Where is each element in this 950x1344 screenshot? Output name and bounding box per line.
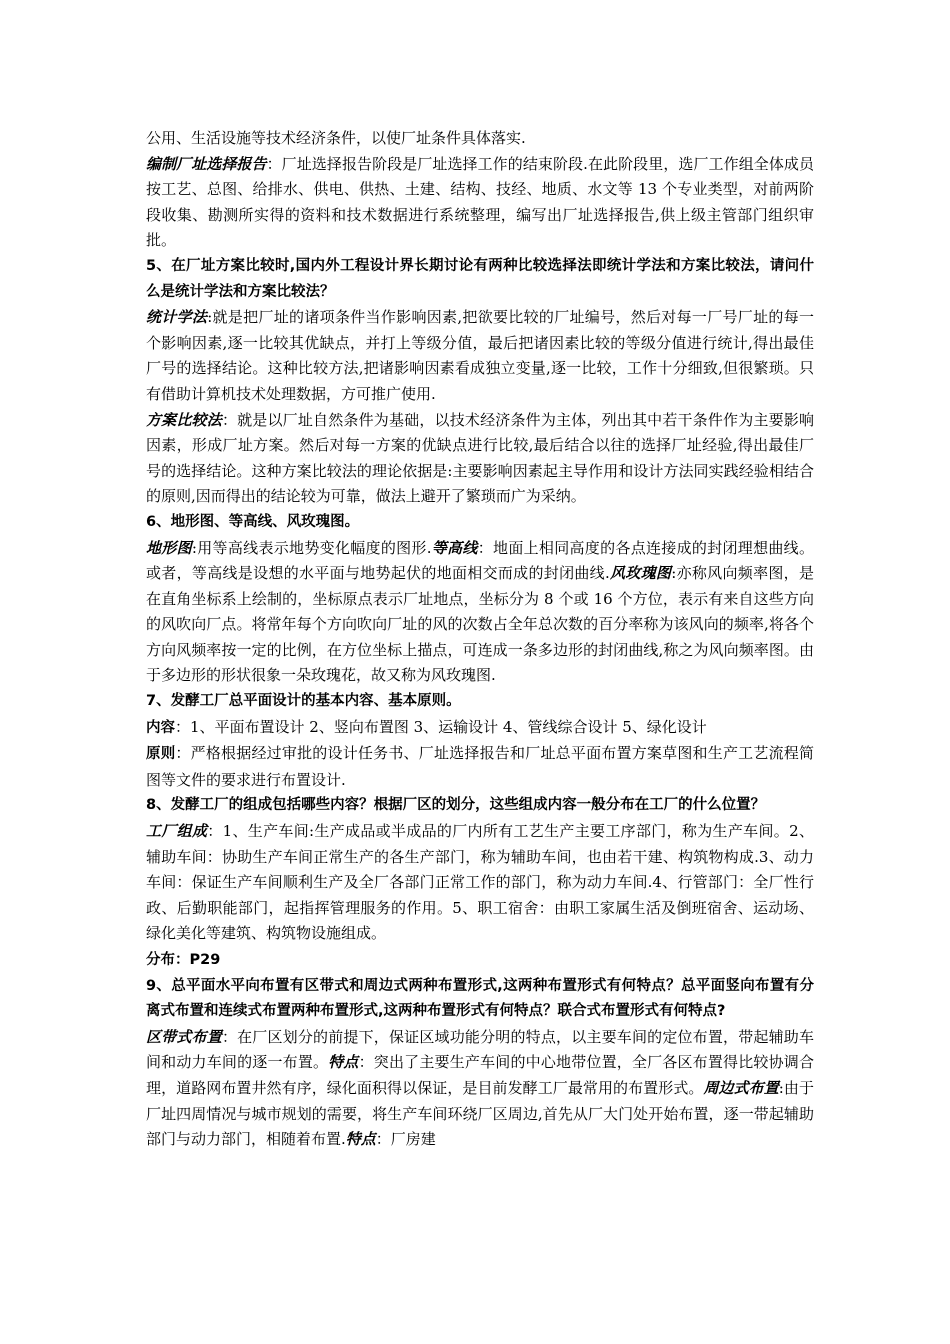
paragraph-content [146,715,814,742]
paragraph-site-report [146,152,814,254]
question-8: 8、发酵工厂的组成包括哪些内容？根据厂区的划分，这些组成内容一般分布在工厂的什么位置？ [146,797,766,814]
term-topographic-map: 地形图 [146,538,192,557]
term-site-report: 编制厂址选择报告 [146,154,267,173]
term-perimeter-layout: 周边式布置 [703,1078,779,1097]
paragraph-text: :用等高线表示地势变化幅度的图形. [191,538,432,557]
paragraph-factory-composition [146,819,814,947]
paragraph-distribution [146,947,814,974]
term-feature: 特点 [328,1053,359,1072]
paragraph-text: ：地面上相同高度的各点连接成的封闭理想曲线。或者，等高线是设想的水平面与地势起伏的地面相交而成的封闭曲线. [146,538,814,583]
label-content: 内容 [146,719,175,736]
paragraph-text: ：1、生产车间:生产成品或半成品的厂内所有工艺生产主要工序部门，称为生产车间。2、辅助车间：协助生产车间正常生产的各生产部门，称为辅助车间，也由若干建、构筑物构成.3、动力车间：保证生产车间顺利生产及全厂各部门正常工作的部门，称为动力车间.4、行管部门：全厂性行政、后勤职能部门，起指挥管理服务的作用。5、职工宿舍：由职工家属生活及倒班宿舍、运动场、绿化美化等建筑、构筑物设施组成。 [146,822,814,943]
paragraph-intro [146,126,814,152]
question-6: 6、地形图、等高线、风玫瑰图。 [146,513,360,530]
paragraph-text: ：就是以厂址自然条件为基础，以技术经济条件为主体，列出其中若干条件作为主要影响因素，形成厂址方案。然后对每一方案的优缺点进行比较,最后结合以往的选择厂址经验,得出最佳厂号的选择结论。这种方案比较法的理论依据是:主要影响因素起主导作用和设计方法同实践经验相结合的原则,因而得出的结论较为可靠，做法上避开了繁琐而广为采纳。 [146,410,814,506]
paragraph-text: ：厂房建 [375,1130,436,1149]
paragraph-topographic [146,536,814,690]
paragraph-scheme-comparison [146,408,814,510]
paragraph-layout-types [146,1025,814,1153]
term-contour-line: 等高线 [431,538,478,557]
paragraph-text: ：严格根据经过审批的设计任务书、厂址选择报告和厂址总平面布置方案草图和生产工艺流程简图等文件的要求进行布置设计. [146,744,814,789]
paragraph-principle [146,741,814,793]
term-zone-layout: 区带式布置 [146,1027,222,1046]
document-page [146,126,814,1153]
paragraph-statistical-method [146,305,814,407]
question-5: 5、在厂址方案比较时,国内外工程设计界长期讨论有两种比较选择法即统计学法和方案比较法，请问什么是统计学法和方案比较法？ [146,257,814,300]
question-9: 9、总平面水平向布置有区带式和周边式两种布置形式,这两种布置形式有何特点？总平面竖向布置有分离式布置和连续式布置两种布置形式,这两种布置形式有何特点？联合式布置形式有何特点? [146,977,814,1020]
term-feature: 特点 [345,1130,376,1149]
question-7: 7、发酵工厂总平面设计的基本内容、基本原则。 [146,693,461,710]
paragraph-text: ：在厂区划分的前提下，保证区域功能分明的特点，以主要车间的定位布置，带起辅助车间和动力车间的逐一布置。 [146,1027,814,1072]
paragraph-text: :由于厂址四周情况与城市规划的需要，将生产车间环绕厂区周边,首先从厂大门处开始布置，逐一带起辅助部门与动力部门，相随着布置. [146,1078,814,1149]
paragraph-text: :就是把厂址的诸项条件当作影响因素,把欲要比较的厂址编号，然后对每一厂号厂址的每一个影响因素,逐一比较其优缺点，并打上等级分值，最后把诸因素比较的等级分值进行统计,得出最佳厂号的选择结论。这种比较方法,把诸影响因素看成独立变量,逐一比较，工作十分细致,但很繁琐。只有借助计算机技术处理数据，方可推广使用. [146,308,814,403]
label-distribution: 分布：P29 [146,952,221,968]
paragraph-text: ：突出了主要生产车间的中心地带位置，全厂各区布置得比较协调合理，道路网布置井然有序，绿化面积得以保证，是目前发酵工厂最常用的布置形式。 [146,1053,814,1097]
paragraph-text: :亦称风向频率图，是在直角坐标系上绘制的，坐标原点表示厂址地点，坐标分为 8 个或 16 个方位，表示有来自这些方向的风吹向厂点。将常年每个方向吹向厂址的风的次数占全年总次数的百分率称为该风向的频率,将各个方向风频率按一定的比例，在方位坐标上描点，可连成一条多边形的封闭曲线,称之为风向频率图。由于多边形的形状很象一朵玫瑰花，故又称为风玫瑰图. [146,564,814,685]
term-factory-composition: 工厂组成 [146,822,208,841]
paragraph-text: 公用、生活设施等技术经济条件，以使厂址条件具体落实. [146,129,526,147]
term-wind-rose: 风玫瑰图 [609,564,672,583]
label-principle: 原则 [146,746,176,763]
term-scheme-comparison: 方案比较法 [146,410,222,429]
term-statistical-method: 统计学法 [146,308,208,327]
paragraph-text: ：厂址选择报告阶段是厂址选择工作的结束阶段.在此阶段里，选厂工作组全体成员按工艺、总图、给排水、供电、供热、土建、结构、技经、地质、水文等 13 个专业类型，对前两阶段收集、勘测所实得的资料和技术数据进行系统整理，编写出厂址选择报告,供上级主管部门组织审批。 [146,154,814,250]
paragraph-text: ：1、平面布置设计 2、竖向布置图 3、运输设计 4、管线综合设计 5、绿化设计 [175,717,707,736]
